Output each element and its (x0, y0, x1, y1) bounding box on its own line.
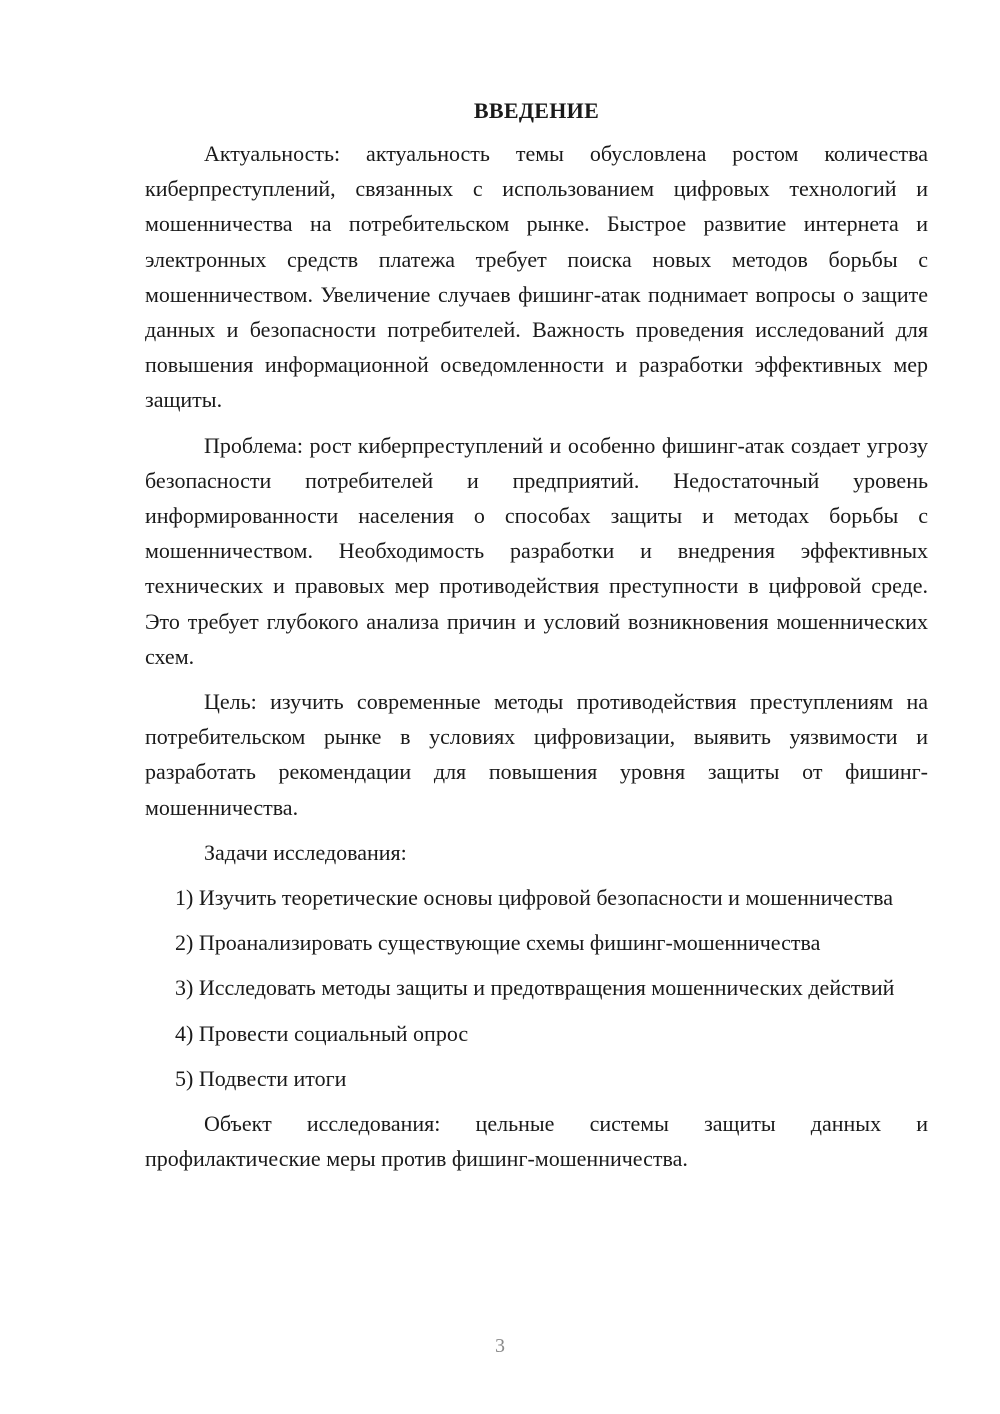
tasks-heading: Задачи исследования: (204, 839, 407, 865)
page-content (145, 96, 928, 1176)
task-item-2: 2) Проанализировать существующие схемы фишинг-мошенничества (175, 930, 821, 956)
task-item-3: 3) Исследовать методы защиты и предотвращения мошеннических действий (175, 975, 895, 1001)
goal-paragraph: Цель: изучить современные методы противодействия преступлениям на потребительском рынке в условиях цифровизации, выявить уязвимости и разработать рекомендации для повышения уровня защиты от фишинг-мошенничества. (145, 689, 928, 820)
task-item-4: 4) Провести социальный опрос (175, 1020, 469, 1046)
relevance-paragraph: Актуальность: актуальность темы обусловлена ростом количества киберпреступлений, связанных с использованием цифровых технологий и мошенничества на потребительском рынке. Быстрое развитие интернета и электронных средств платежа требует поиска новых методов борьбы с мошенничеством. Увеличение случаев фишинг-атак поднимает вопросы о защите данных и безопасности потребителей. Важность проведения исследований для повышения информационной осведомленности и разработки эффективных мер защиты. (145, 141, 928, 413)
object-paragraph: Объект исследования: цельные системы защиты данных и профилактические меры против фишинг-мошенничества. (145, 1111, 928, 1172)
problem-paragraph: Проблема: рост киберпреступлений и особенно фишинг-атак создает угрозу безопасности потребителей и предприятий. Недостаточный уровень информированности населения о способах защиты и методах борьбы с мошенничеством. Необходимость разработки и внедрения эффективных технических и правовых мер противодействия преступности в цифровой среде. Это требует глубокого анализа причин и условий возникновения мошеннических схем. (145, 432, 928, 669)
page-number: 3 (495, 1335, 505, 1357)
task-item-1: 1) Изучить теоретические основы цифровой безопасности и мошенничества (175, 885, 894, 911)
task-item-5: 5) Подвести итоги (175, 1065, 347, 1091)
section-heading: ВВЕДЕНИЕ (473, 98, 600, 123)
